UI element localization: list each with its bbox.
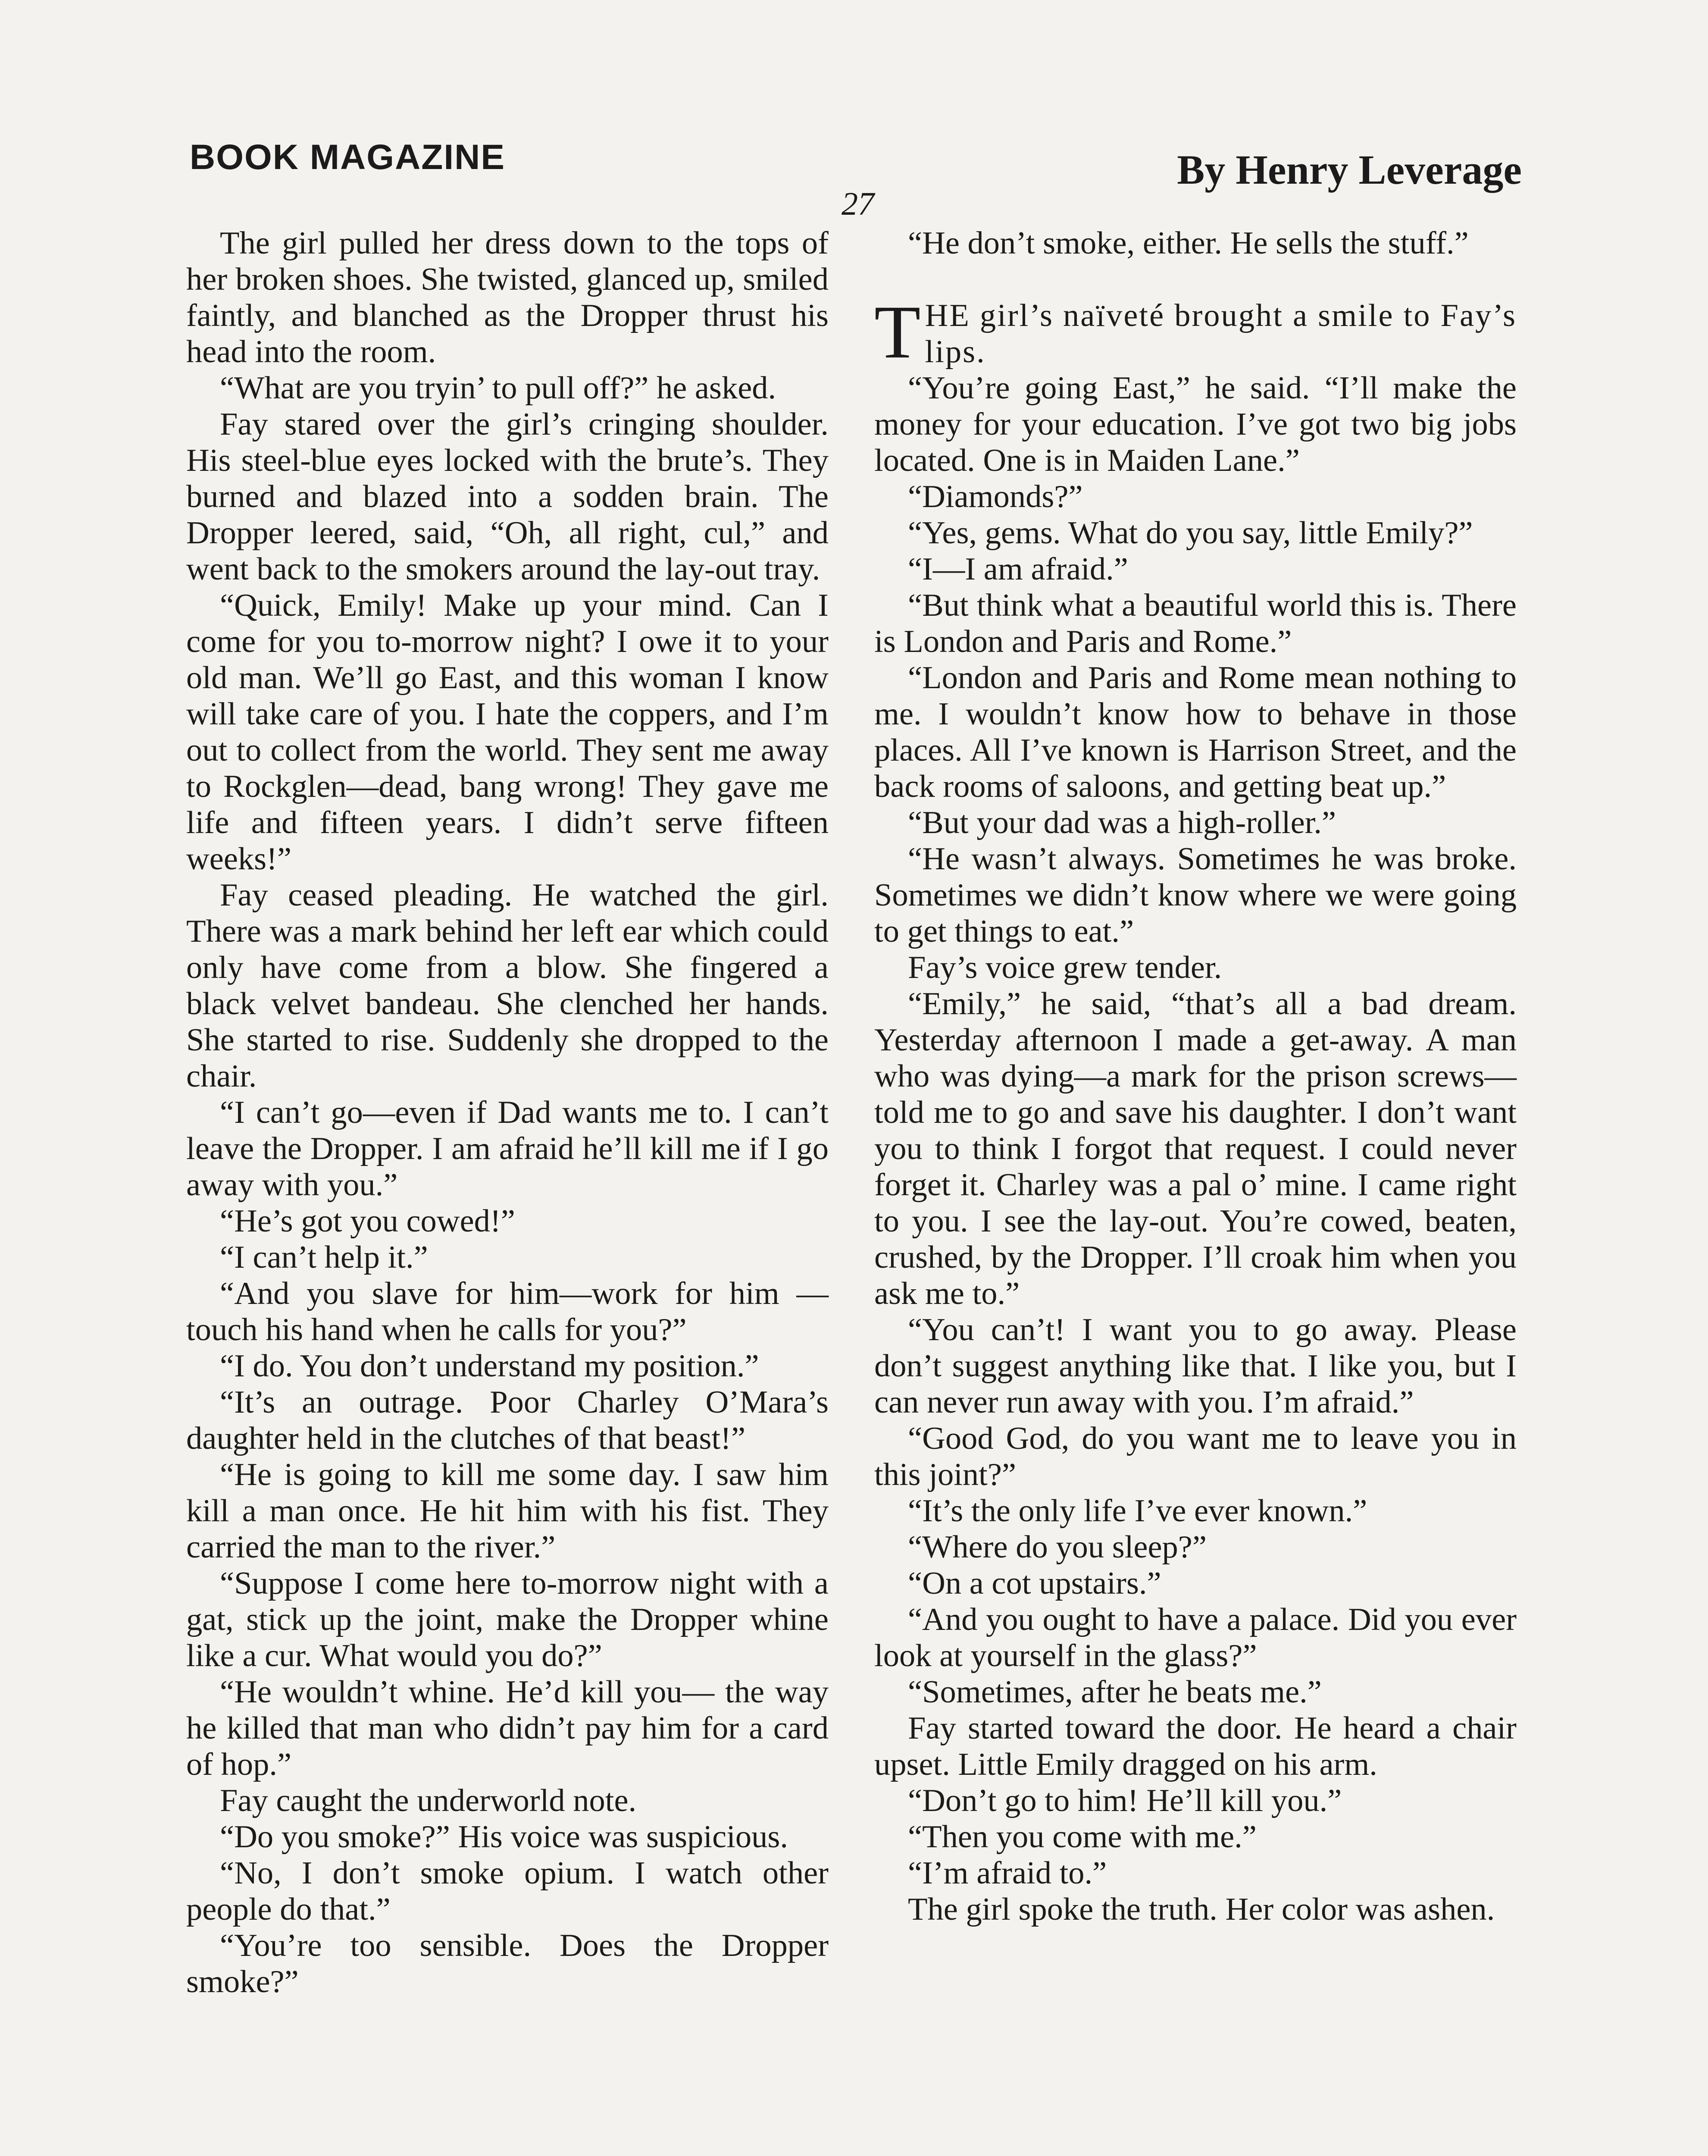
- paragraph: “Then you come with me.”: [908, 1819, 1257, 1855]
- paragraph: The girl spoke the truth. Her color was ashen.: [908, 1892, 1495, 1927]
- paragraph: “No, I don’t smoke opium. I watch other people do that.”: [186, 1855, 829, 1927]
- paragraph: “It’s the only life I’ve ever known.”: [908, 1493, 1367, 1529]
- paragraph: “Yes, gems. What do you say, little Emily?”: [908, 515, 1473, 551]
- paragraph: “It’s an outrage. Poor Charley O’Mara’s daughter held in the clutches of that beast!”: [186, 1385, 829, 1456]
- drop-cap-paragraph: [874, 290, 1517, 374]
- paragraph: “He’s got you cowed!”: [220, 1203, 515, 1239]
- paragraph: “You can’t! I want you to go away. Please don’t suggest anything like that. I like you, but I can never run away with you. I’m afraid.”: [874, 1312, 1517, 1420]
- paragraph: “I—I am afraid.”: [908, 552, 1128, 587]
- paragraph: “Don’t go to him! He’ll kill you.”: [908, 1783, 1342, 1818]
- paragraph: “I can’t go—even if Dad wants me to. I can’t leave the Dropper. I am afraid he’ll kill me if I go away with you.”: [186, 1095, 829, 1203]
- paragraph: “Quick, Emily! Make up your mind. Can I come for you to-morrow night? I owe it to your old man. We’ll go East, and this woman I know will take care of you. I hate the coppers, and I’m out to collect from the world. They sent me away to Rockglen—dead, bang wrong! They gave me life and fifteen years. I didn’t serve fifteen weeks!”: [186, 588, 829, 877]
- paragraph: “And you slave for him—work for him —touch his hand when he calls for you?”: [186, 1276, 829, 1348]
- page-number: 27: [841, 186, 874, 222]
- paragraph: “What are you tryin’ to pull off?” he asked.: [220, 370, 776, 406]
- magazine-title: BOOK MAGAZINE: [190, 138, 506, 177]
- paragraph: “Emily,” he said, “that’s all a bad dream. Yesterday afternoon I made a get-away. A man who was dying—a mark for the prison screws—told me to go and save his daughter. I don’t want you to think I forgot that request. I could never forget it. Charley was a pal o’ mine. I came right to you. I see the lay-out. You’re cowed, beaten, crushed, by the Dropper. I’ll croak him when you ask me to.”: [874, 986, 1517, 1311]
- paragraph: “London and Paris and Rome mean nothing to me. I wouldn’t know how to behave in those places. All I’ve known is Harrison Street, and the back rooms of saloons, and getting beat up.”: [874, 660, 1517, 804]
- drop-cap-letter: T: [874, 290, 921, 374]
- right-text-column: [874, 225, 1517, 1927]
- paragraph: “Do you smoke?” His voice was suspicious.: [220, 1819, 788, 1855]
- paragraph: “I do. You don’t understand my position.”: [220, 1348, 759, 1384]
- author-byline: By Henry Leverage: [1177, 147, 1522, 193]
- paragraph: Fay ceased pleading. He watched the girl. There was a mark behind her left ear which could only have come from a blow. She fingered a black velvet bandeau. She clenched her hands. She started to rise. Suddenly she dropped to the chair.: [186, 877, 829, 1094]
- paragraph: “And you ought to have a palace. Did you ever look at yourself in the glass?”: [874, 1602, 1517, 1673]
- paragraph: “But your dad was a high-roller.”: [908, 805, 1336, 840]
- paragraph: “He wasn’t always. Sometimes he was broke. Sometimes we didn’t know where we were going to get things to eat.”: [874, 841, 1517, 949]
- paragraph: “Diamonds?”: [908, 479, 1083, 514]
- paragraph: “You’re going East,” he said. “I’ll make the money for your education. I’ve got two big jobs located. One is in Maiden Lane.”: [874, 370, 1517, 478]
- drop-cap-paragraph-text: HE girl’s naïveté brought a smile to Fay’s lips.: [925, 298, 1517, 370]
- paragraph: “He wouldn’t whine. He’d kill you— the way he killed that man who didn’t pay him for a card of hop.”: [186, 1674, 829, 1782]
- left-text-column: [186, 225, 829, 2000]
- paragraph: “Suppose I come here to-morrow night with a gat, stick up the joint, make the Dropper whine like a cur. What would you do?”: [186, 1566, 829, 1673]
- paragraph: “Good God, do you want me to leave you in this joint?”: [874, 1421, 1517, 1492]
- paragraph: “He is going to kill me some day. I saw him kill a man once. He hit him with his fist. They carried the man to the river.”: [186, 1457, 829, 1565]
- paragraph: The girl pulled her dress down to the tops of her broken shoes. She twisted, glanced up, smiled faintly, and blanched as the Dropper thrust his head into the room.: [186, 226, 829, 370]
- paragraph: “On a cot upstairs.”: [908, 1566, 1161, 1601]
- paragraph: “I can’t help it.”: [220, 1240, 428, 1275]
- paragraph: “He don’t smoke, either. He sells the stuff.”: [908, 226, 1469, 261]
- paragraph: Fay started toward the door. He heard a chair upset. Little Emily dragged on his arm.: [874, 1711, 1517, 1782]
- paragraph: “But think what a beautiful world this is. There is London and Paris and Rome.”: [874, 588, 1517, 659]
- paragraph: Fay stared over the girl’s cringing shoulder. His steel-blue eyes locked with the brute’s. They burned and blazed into a sodden brain. The Dropper leered, said, “Oh, all right, cul,” and went back to the smokers around the lay-out tray.: [186, 407, 829, 587]
- paragraph: “Sometimes, after he beats me.”: [908, 1674, 1322, 1710]
- paragraph: “You’re too sensible. Does the Dropper smoke?”: [186, 1928, 829, 1999]
- paragraph: Fay caught the underworld note.: [220, 1783, 637, 1818]
- paragraph: Fay’s voice grew tender.: [908, 950, 1222, 985]
- paragraph: “Where do you sleep?”: [908, 1529, 1207, 1565]
- paragraph: “I’m afraid to.”: [908, 1855, 1107, 1891]
